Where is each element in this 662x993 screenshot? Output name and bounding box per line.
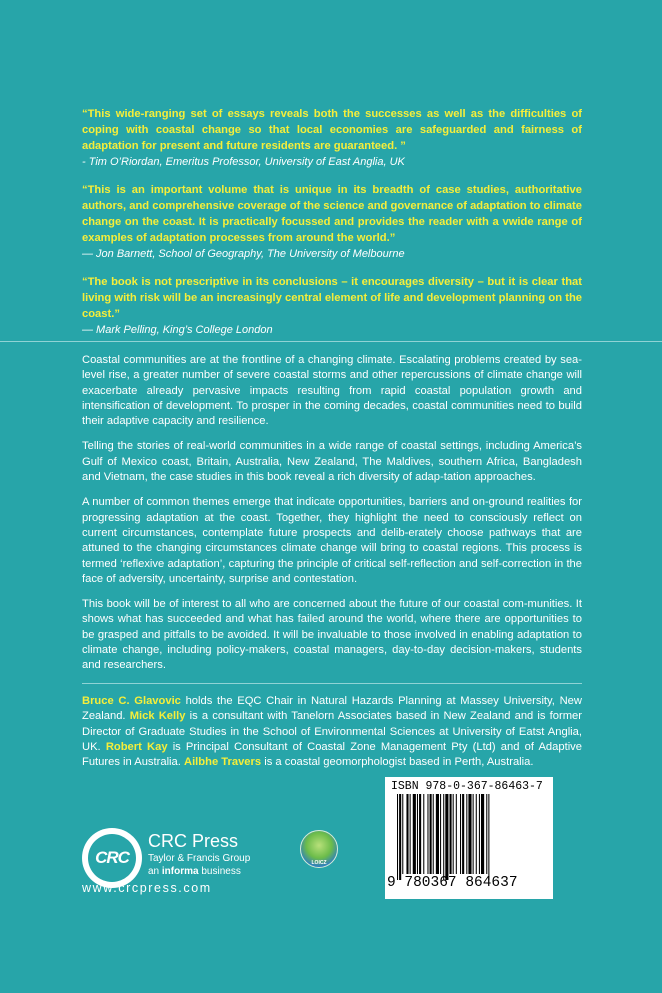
description — [82, 353, 582, 684]
publisher-url: www.crcpress.com — [82, 881, 212, 895]
endorsements — [82, 106, 582, 350]
crc-circle-icon — [82, 828, 142, 888]
isbn-barcode — [385, 777, 553, 899]
bio-text: is Principal Consultant of Coastal Zone Management Pty (Ltd) and of Adaptive Futures in Australia. — [82, 740, 582, 769]
publisher-group: Taylor & Francis Group — [148, 853, 251, 864]
barcode-icon — [397, 794, 547, 880]
bio-paragraph — [82, 694, 582, 770]
bio-text: is a coastal geomorphologist based in Perth, Australia. — [261, 756, 534, 769]
publisher-business: an informa business — [148, 866, 241, 877]
endorsement-2 — [82, 182, 582, 262]
isbn-label: ISBN 978-0-367-86463-7 — [391, 780, 543, 793]
divider — [82, 683, 582, 684]
description-paragraph-1: Coastal communities are at the frontline of a changing climate. Escalating problems created by sea-level rise, a greater number of severe coastal storms and other repercussions of climate change will exacerbate already pervasive impacts resulting from rapid coastal population growth and intensification of development. To prosper in the coming decades, coastal communities need to build their adaptive capacity and resilience. — [82, 354, 582, 428]
quote-text: “The book is not prescriptive in its conclusions – it encourages diversity – but it is clear that living with risk will be an increasingly central element of life and development planning on the coast.” — [82, 276, 582, 320]
description-paragraph-4: This book will be of interest to all who are concerned about the future of our coastal com-munities. It shows what has succeeded and what has failed around the world, where there are opportunities to be grasped and pitfalls to be avoided. It will be invaluable to those involved in enabling adaptation to climate change, including policy-makers, coastal managers, day-to-day decision-makers, students and researchers. — [82, 598, 582, 672]
description-paragraph-2: Telling the stories of real-world communities in a wide range of coastal settings, including America’s Gulf of Mexico coast, Britain, Australia, New Zealand, The Maldives, southern Africa, Bangladesh and Vietnam, the case studies in this book reveal a rich diversity of adap-tation approaches. — [82, 440, 582, 484]
loicz-label: LOICZ — [311, 860, 327, 866]
divider — [0, 341, 662, 342]
editor-name: Robert Kay — [105, 740, 168, 753]
quote-text: “This wide-ranging set of essays reveals both the successes as well as the difficulties of coping with coastal change so that local economies are safeguarded and fairness of adaptation for present and future residents are guaranteed. ” — [82, 108, 582, 152]
editor-name: Ailbhe Travers — [183, 756, 262, 769]
description-paragraph-3: A number of common themes emerge that indicate opportunities, barriers and on-ground realities for progressing adaptation at the coast. Together, they highlight the need to consciously reflect on current circumstances, contemplate future prospects and delib-erately choose pathways that are attuned to the changing circumstances climate change will bring to coastal regions. This process is termed ‘reflexive adaptation’, capturing the principle of critical self-reflection and self-correction in the face of adversity, uncertainty, surprise and contestation. — [82, 496, 582, 585]
endorsement-1 — [82, 106, 582, 170]
bio-text: is a consultant with Tanelorn Associates based in New Zealand and is former Director of Graduate Studies in the School of Environmental Sciences at University of Eatst Anglia, UK. — [82, 710, 582, 753]
quote-attribution: — Mark Pelling, King’s College London — [82, 324, 273, 336]
crc-logo-letters: CRC — [95, 848, 129, 867]
endorsement-3 — [82, 274, 582, 338]
editor-name: Bruce C. Glavovic — [82, 695, 181, 707]
barcode-number: 9 780367 864637 — [387, 875, 518, 891]
quote-attribution: - Tim O’Riordan, Emeritus Professor, University of East Anglia, UK — [82, 156, 405, 168]
quote-attribution: — Jon Barnett, School of Geography, The University of Melbourne — [82, 248, 405, 260]
editor-name: Mick Kelly — [129, 710, 186, 723]
editor-bios — [82, 694, 582, 770]
quote-text: “This is an important volume that is unique in its breadth of case studies, authoritative authors, and comprehensive coverage of the science and governance of adaptation to climate change on the coast. It is practically focussed and provides the reader with a vwide range of examples of adaptation processes from around the world.” — [82, 184, 582, 244]
publisher-name: CRC Press — [148, 831, 239, 851]
bio-text: holds the EQC Chair in Natural Hazards Planning at Massey University, New Zealand. — [82, 695, 582, 723]
